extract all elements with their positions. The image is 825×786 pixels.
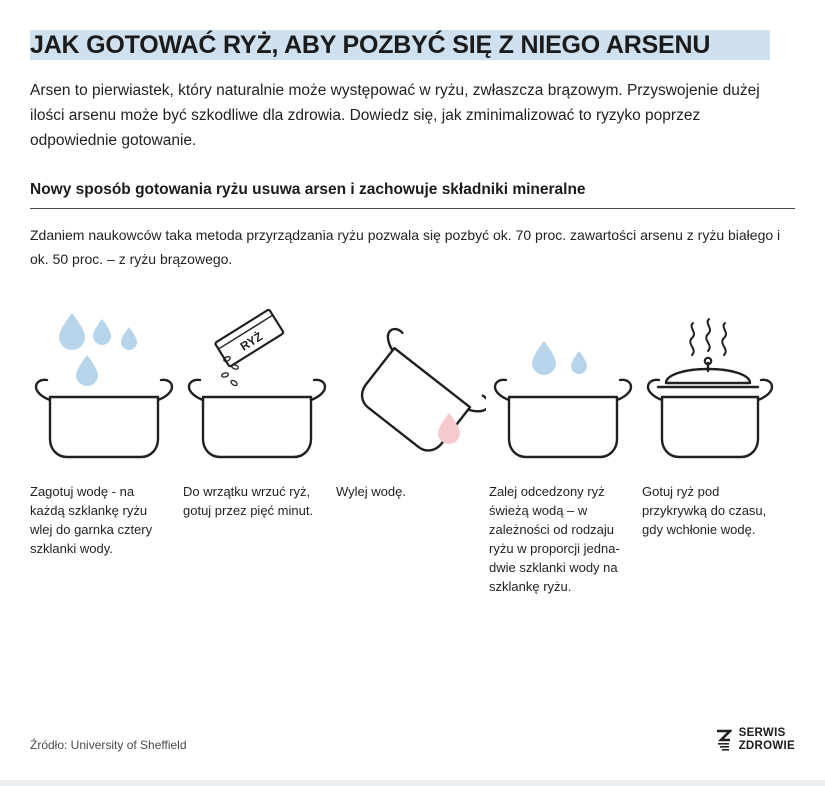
step-illustration	[489, 297, 626, 482]
step-item	[30, 297, 183, 558]
pot-with-fresh-water-icon	[489, 297, 639, 482]
step-illustration	[336, 297, 473, 482]
step-caption: Zalej odcedzony ryż świeżą wodą – w zależności od rodzaju ryżu w proporcji jedna-dwie szklanki wody na szklankę ryżu.	[489, 484, 620, 594]
rice-package-label: RYŻ	[237, 329, 266, 354]
logo-text-line2: ZDROWIE	[738, 739, 795, 752]
intro-paragraph: Arsen to pierwiastek, który naturalnie może występować w ryżu, zwłaszcza brązowym. Przyswojenie dużej ilości arsenu może być szkodliwe dla zdrowia. Dowiedz się, jak zminimalizować to ryzyko poprzez odpowiednie gotowanie.	[30, 82, 760, 149]
step-illustration	[30, 297, 167, 482]
step-illustration	[183, 297, 320, 482]
covered-pot-steaming-icon	[642, 297, 792, 482]
serwis-zdrowie-logo[interactable]	[715, 727, 795, 752]
section-divider	[30, 208, 795, 209]
pot-with-rice-package-icon	[183, 297, 333, 482]
step-caption: Gotuj ryż pod przykrywką do czasu, gdy wchłonie wodę.	[642, 484, 767, 537]
section-heading: Nowy sposób gotowania ryżu usuwa arsen i zachowuje składniki mineralne	[30, 181, 586, 198]
step-item	[489, 297, 642, 596]
footer	[30, 727, 795, 752]
logo-z-mark	[715, 729, 732, 751]
page-title: JAK GOTOWAĆ RYŻ, ABY POZBYĆ SIĘ Z NIEGO ARSENU	[30, 31, 711, 59]
logo-text-line1: SERWIS	[738, 727, 786, 739]
page-title-wrapper	[30, 26, 795, 64]
infographic-page	[0, 26, 825, 786]
step-item	[642, 297, 795, 539]
section-body-text: Zdaniem naukowców taka metoda przyrządzania ryżu pozwala się pozbyć ok. 70 proc. zawartości arsenu z ryżu białego i ok. 50 proc. – z ryżu brązowego.	[30, 227, 781, 267]
step-caption: Wylej wodę.	[336, 484, 406, 499]
step-caption: Do wrzątku wrzuć ryż, gotuj przez pięć minut.	[183, 484, 314, 518]
step-item	[183, 297, 336, 520]
pot-pouring-water-icon	[336, 297, 486, 482]
step-caption: Zagotuj wodę - na każdą szklankę ryżu wlej do garnka cztery szklanki wody.	[30, 484, 153, 556]
bottom-bar	[0, 780, 825, 786]
logo-text	[739, 727, 795, 752]
step-item	[336, 297, 489, 501]
step-illustration	[642, 297, 779, 482]
steps-row	[30, 297, 795, 596]
pot-with-water-drops-icon	[30, 297, 180, 482]
source-note: Źródło: University of Sheffield	[30, 738, 187, 752]
section-block	[30, 181, 795, 271]
